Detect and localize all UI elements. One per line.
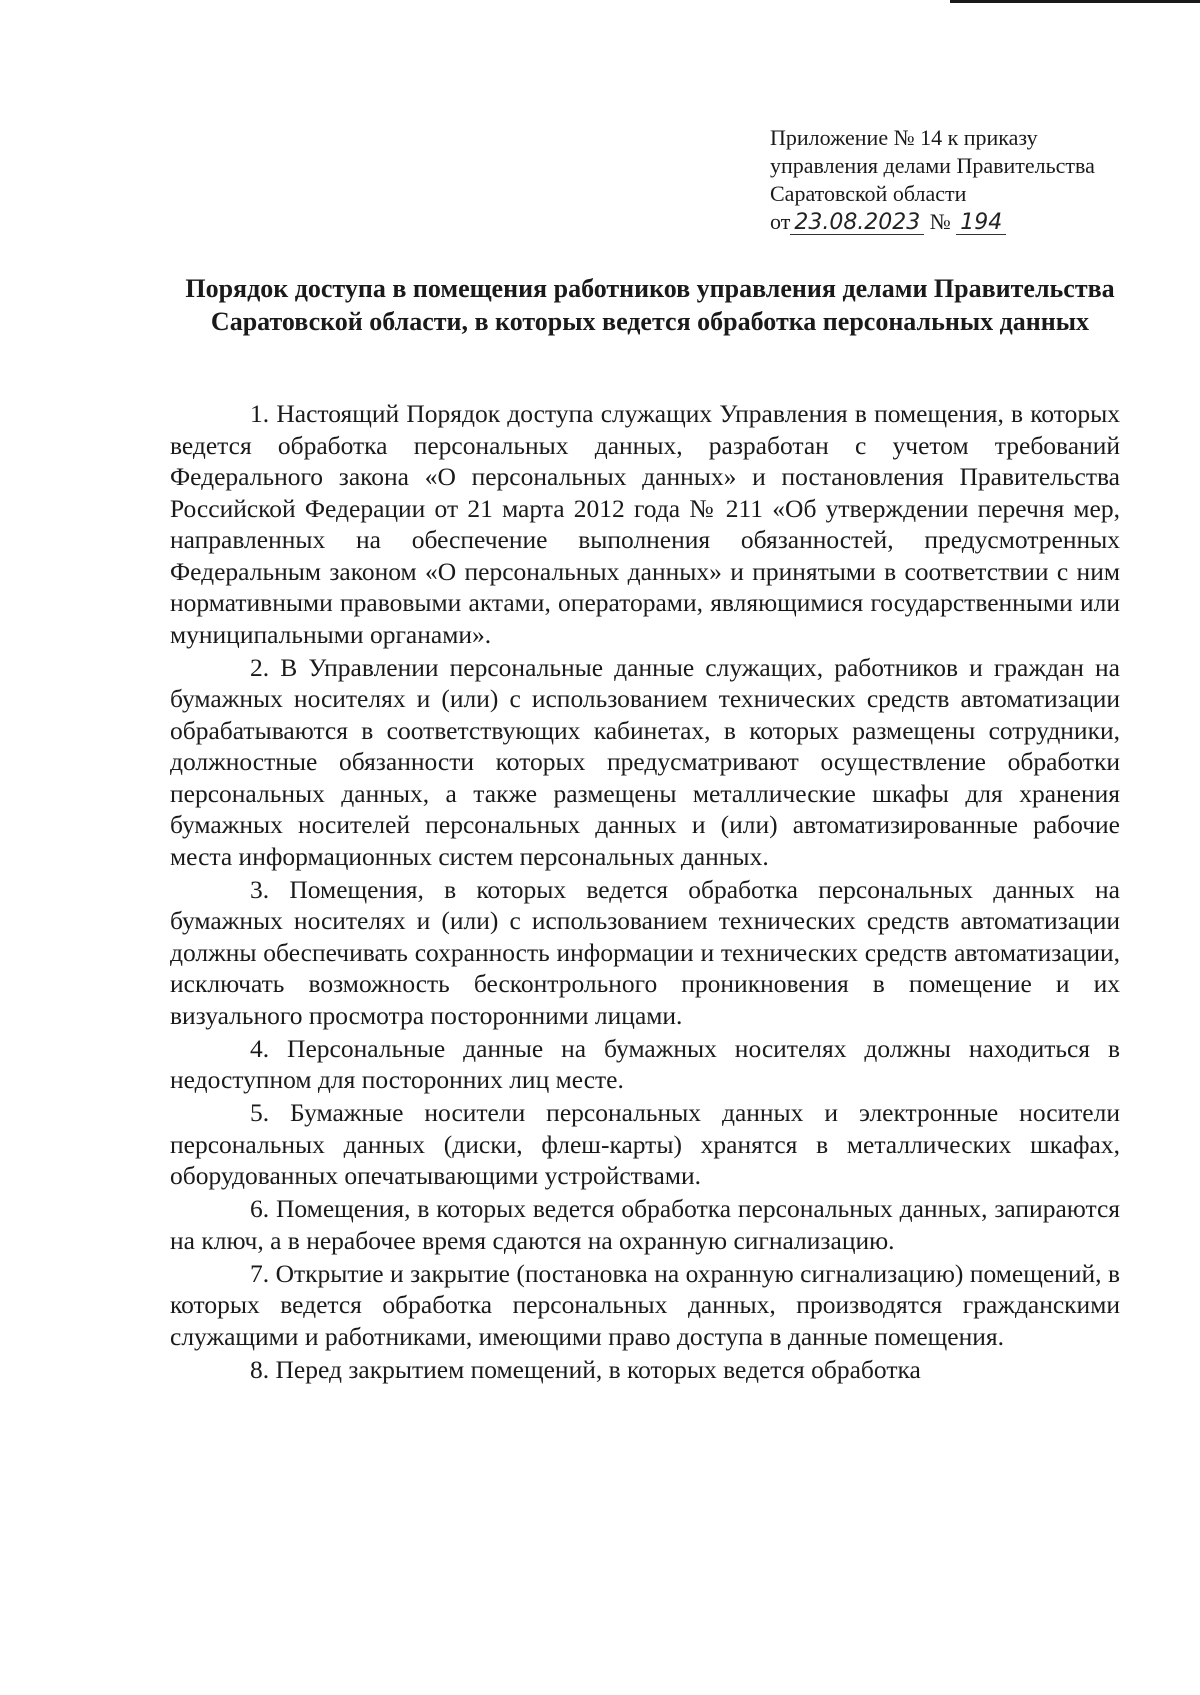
paragraph-4: 4. Персональные данные на бумажных носителях должны находиться в недоступном для посторонних лиц месте. [170,1033,1120,1094]
top-edge-rule [950,0,1200,3]
paragraph-2: 2. В Управлении персональные данные служащих, работников и граждан на бумажных носителях и (или) с использованием технических средств автоматизации обрабатываются в соответствующих кабинетах, в которых размещены сотрудники, должностные обязанности которых предусматривают осуществление обработки персональных данных, а также размещены металлические шкафы для хранения бумажных носителей персональных данных и (или) автоматизированные рабочие места информационных систем персональных данных. [170,652,1120,871]
document-title: Порядок доступа в помещения работников управления делами Правительства Саратовской области, в которых ведется обработка персональных данных [185,274,1115,336]
document-body [170,398,1120,1387]
paragraph-7: 7. Открытие и закрытие (постановка на охранную сигнализацию) помещений, в которых ведется обработка персональных данных, производятся гражданскими служащими и работниками, имеющими право доступа в данные помещения. [170,1258,1120,1351]
handwritten-number: 194 [956,212,1006,235]
number-prefix: № [929,209,951,234]
appendix-line-3: Саратовской области [770,181,967,206]
paragraph-3: 3. Помещения, в которых ведется обработка персональных данных на бумажных носителях и (или) с использованием технических средств автоматизации должны обеспечивать сохранность информации и технических средств автоматизации, исключать возможность бесконтрольного проникновения в помещение и их визуального просмотра посторонними лицами. [170,874,1120,1030]
paragraph-6: 6. Помещения, в которых ведется обработка персональных данных, запираются на ключ, а в нерабочее время сдаются на охранную сигнализацию. [170,1194,1120,1255]
handwritten-date: 23.08.2023 [790,212,924,235]
appendix-line-2: управления делами Правительства [770,153,1095,178]
paragraph-5: 5. Бумажные носители персональных данных и электронные носители персональных данных (диски, флеш-карты) хранятся в металлических шкафах, оборудованных опечатывающими устройствами. [170,1098,1120,1190]
appendix-date-line [770,208,1150,236]
paragraph-8: 8. Перед закрытием помещений, в которых ведется обработка [250,1354,921,1384]
paragraph-1: 1. Настоящий Порядок доступа служащих Управления в помещения, в которых ведется обработка персональных данных, разработан с учетом требований Федерального закона «О персональных данных» и постановления Правительства Российской Федерации от 21 марта 2012 года № 211 «Об утверждении перечня мер, направленных на обеспечение выполнения обязанностей, предусмотренных Федеральным законом «О персональных данных» и принятыми в соответствии с ним нормативными правовыми актами, операторами, являющимися государственными или муниципальными органами». [170,399,1120,649]
appendix-header [770,124,1150,236]
date-prefix: от [770,209,791,234]
appendix-line-1: Приложение № 14 к приказу [770,125,1038,150]
